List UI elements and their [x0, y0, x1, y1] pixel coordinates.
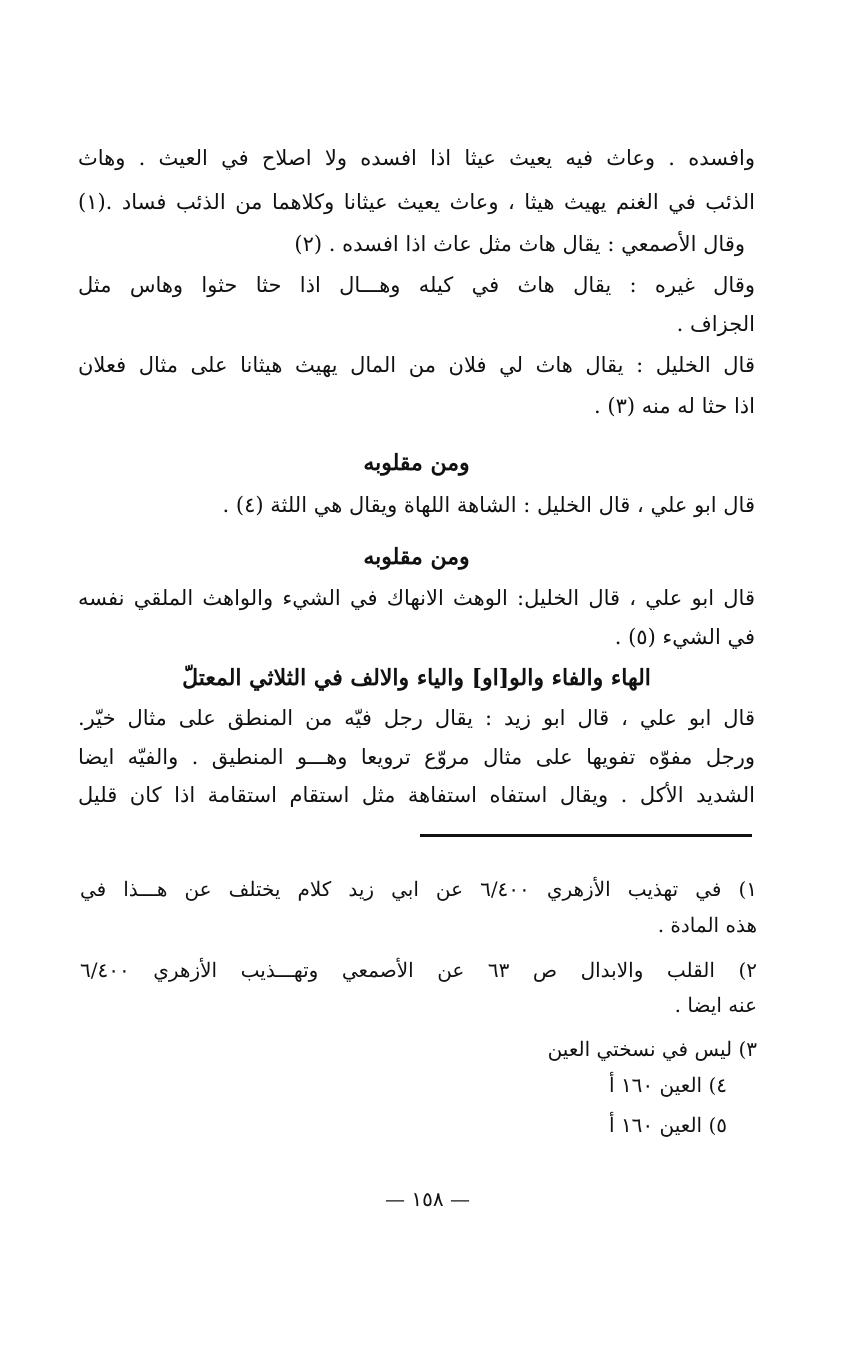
body-line: قال ابو علي ، قال ابو زيد : يقال رجل فيّه من المنطق على مثال خيّر.	[78, 706, 755, 730]
footnote-line: ٣) ليس في نسختي العين	[547, 1037, 757, 1061]
body-line: الجزاف .	[676, 312, 755, 336]
body-line: ورجل مفوّه تفويها على مثال مروّع ترويعا وهـــو المنطيق . والفيّه ايضا	[78, 745, 755, 769]
body-line: اذا حثا له منه (٣) .	[594, 394, 755, 418]
body-line: وقال الأصمعي : يقال هاث مثل عاث اذا افسده . (٢)	[294, 232, 745, 256]
footnote-separator	[420, 834, 752, 837]
footnote-line: ٢) القلب والابدال ص ٦٣ عن الأصمعي وتهـــذيب الأزهري ٦/٤٠٠	[80, 958, 757, 982]
body-line: قال ابو علي ، قال الخليل: الوهث الانهاك في الشيء والواهث الملقي نفسه	[78, 586, 755, 610]
footnote-line: ٤) العين ١٦٠ أ	[609, 1073, 727, 1097]
body-line: وقال غيره : يقال هاث في كيله وهـــال اذا حثا حثوا وهاس مثل	[78, 273, 755, 297]
body-line: قال ابو علي ، قال الخليل : الشاهة اللهاة ويقال هي اللثة (٤) .	[222, 493, 755, 517]
body-line: الشديد الأكل . ويقال استفاه استفاهة مثل استقام استقامة اذا كان قليل	[78, 783, 755, 807]
body-line: وافسده . وعاث فيه يعيث عيثا اذا افسده ولا اصلاح في العيث . وهاث	[78, 146, 755, 170]
section-heading: ومن مقلوبه	[363, 450, 470, 476]
section-heading: ومن مقلوبه	[363, 544, 470, 570]
footnote-line: هذه المادة .	[657, 913, 757, 937]
section-heading: الهاء والفاء والو[او] والياء والالف في الثلاثي المعتلّ	[182, 665, 651, 691]
footnote-line: ١) في تهذيب الأزهري ٦/٤٠٠ عن ابي زيد كلام يختلف عن هـــذا في	[80, 877, 758, 901]
footnote-line: ٥) العين ١٦٠ أ	[609, 1113, 727, 1137]
footnote-line: عنه ايضا .	[674, 993, 757, 1017]
page-number: — ١٥٨ —	[385, 1187, 470, 1211]
body-line: قال الخليل : يقال هاث لي فلان من المال يهيث هيثانا على مثال فعلان	[78, 353, 755, 377]
body-line: الذئب في الغنم يهيث هيثا ، وعاث يعيث عيثانا وكلاهما من الذئب فساد .(١)	[78, 190, 755, 214]
body-line: في الشيء (٥) .	[614, 625, 755, 649]
